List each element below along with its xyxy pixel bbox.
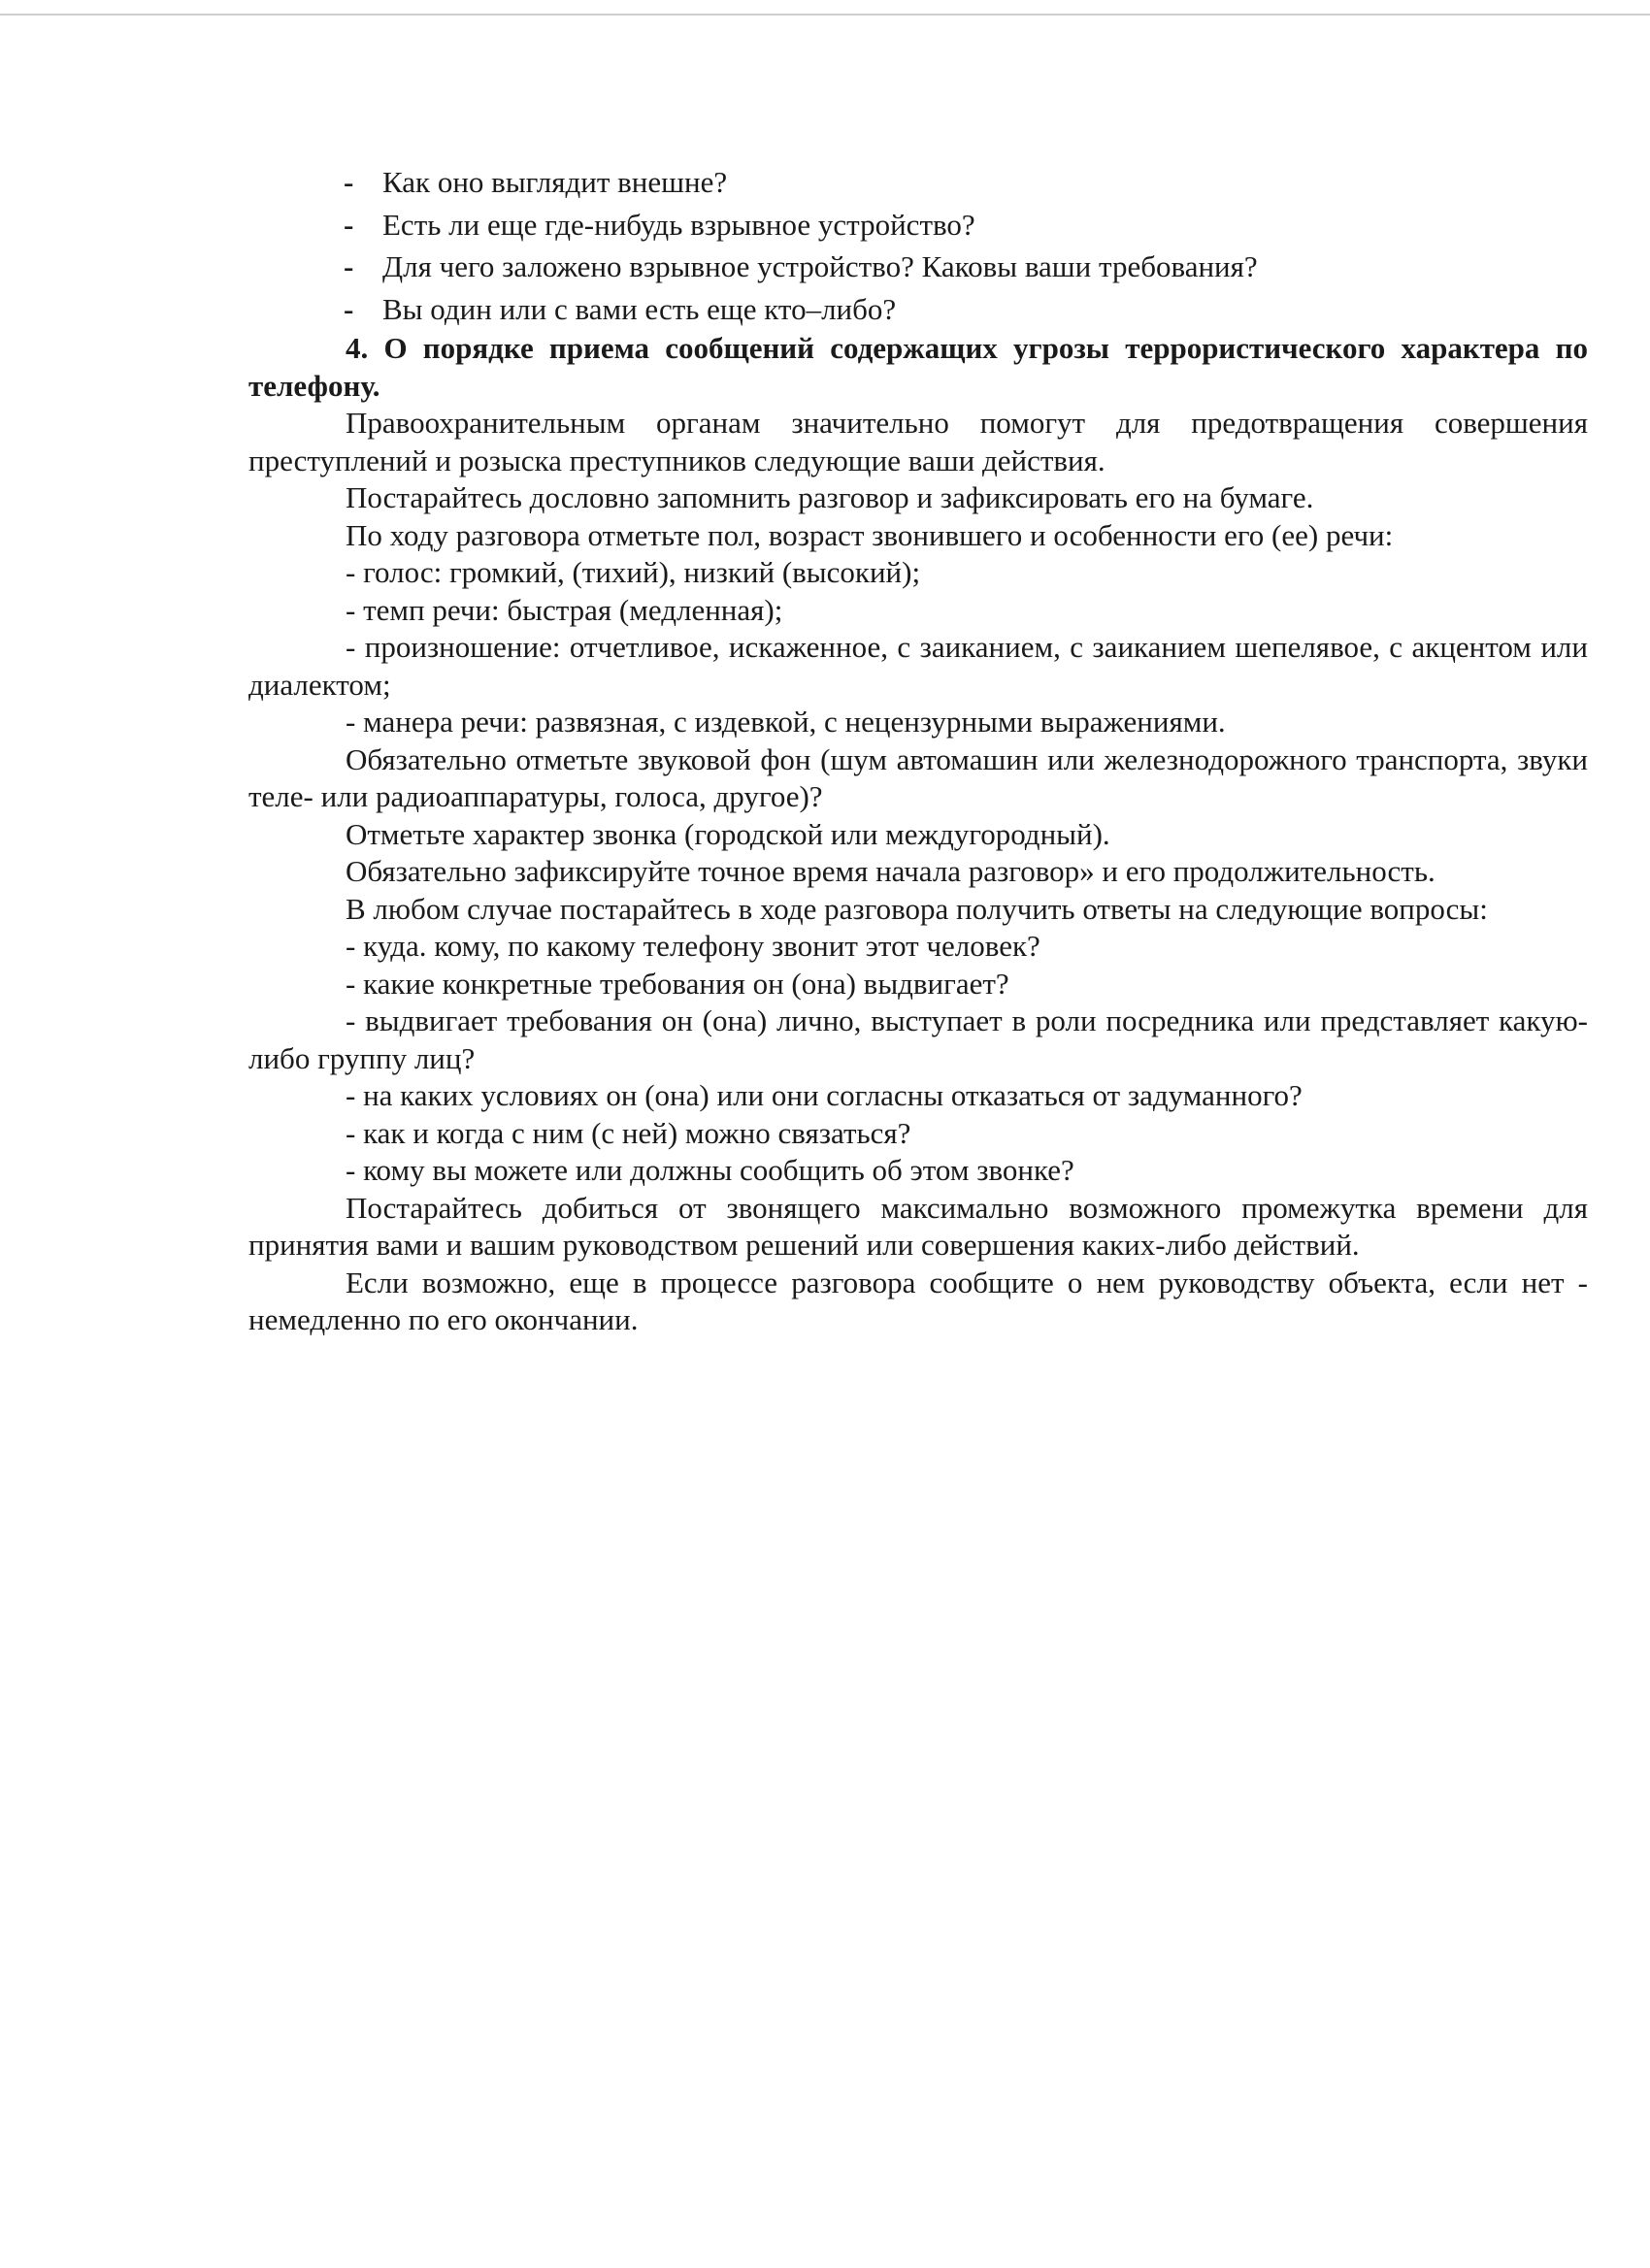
paragraph: Обязательно зафиксируйте точное время начала разговор» и его продолжительность. [346, 854, 1436, 888]
speech-feature-item: - манера речи: развязная, с издевкой, с нецензурными выражениями. [346, 705, 1226, 739]
list-item-text: Вы один или с вами есть еще кто–либо? [382, 291, 897, 326]
list-dash: - [344, 165, 354, 199]
paragraph: Постарайтесь дословно запомнить разговор и зафиксировать его на бумаге. [346, 480, 1314, 514]
list-item [248, 288, 1588, 331]
speech-feature-item: - голос: громкий, (тихий), низкий (высокий); [346, 555, 921, 589]
question-item: - как и когда с ним (с ней) можно связаться? [346, 1115, 911, 1150]
scan-top-edge [0, 14, 1650, 16]
paragraph: Если возможно, еще в процессе разговора сообщите о нем руководству объекта, если нет - немедленно по его окончании. [248, 1265, 1588, 1336]
question-item: - выдвигает требования он (она) лично, выступает в роли посредника или представляет какую-либо группу лиц? [248, 1003, 1588, 1075]
list-dash: - [344, 207, 354, 242]
list-item [248, 161, 1588, 204]
list-item-text: Как оно выглядит внешне? [382, 165, 728, 199]
paragraph: Обязательно отметьте звуковой фон (шум автомашин или железнодорожного транспорта, звуки теле- или радиоаппаратуры, голоса, другое)? [248, 741, 1588, 813]
paragraph: По ходу разговора отметьте пол, возраст звонившего и особенности его (ее) речи: [346, 517, 1394, 552]
list-item-text: Для чего заложено взрывное устройство? Каковы ваши требования? [382, 249, 1258, 283]
list-dash: - [344, 249, 354, 283]
section-heading: 4. О порядке приема сообщений содержащих угрозы террористического характера по телефону. [248, 331, 1588, 403]
paragraph: В любом случае постарайтесь в ходе разговора получить ответы на следующие вопросы: [346, 891, 1488, 926]
speech-feature-item: - темп речи: быстрая (медленная); [346, 592, 783, 627]
paragraph: Правоохранительным органам значительно помогут для предотвращения совершения преступлений и розыска преступников следующие ваши действия. [248, 406, 1588, 477]
list-item [248, 246, 1588, 288]
list-item [248, 204, 1588, 247]
speech-feature-item: - произношение: отчетливое, искаженное, с заиканием, с заиканием шепелявое, с акцентом или диалектом; [248, 630, 1588, 702]
document-body [248, 161, 1588, 1339]
paragraph: Постарайтесь добиться от звонящего максимально возможного промежутка времени для принятия вами и вашим руководством решений или совершения каких-либо действий. [248, 1190, 1588, 1262]
question-item: - кому вы можете или должны сообщить об этом звонке? [346, 1153, 1074, 1187]
question-item: - на каких условиях он (она) или они согласны отказаться от задуманного? [346, 1078, 1303, 1112]
question-item: - какие конкретные требования он (она) выдвигает? [346, 966, 1009, 1001]
list-dash: - [344, 291, 354, 326]
question-item: - куда. кому, по какому телефону звонит этот человек? [346, 929, 1040, 963]
paragraph: Отметьте характер звонка (городской или междугородный). [346, 816, 1110, 851]
list-item-text: Есть ли еще где-нибудь взрывное устройство? [382, 207, 975, 242]
